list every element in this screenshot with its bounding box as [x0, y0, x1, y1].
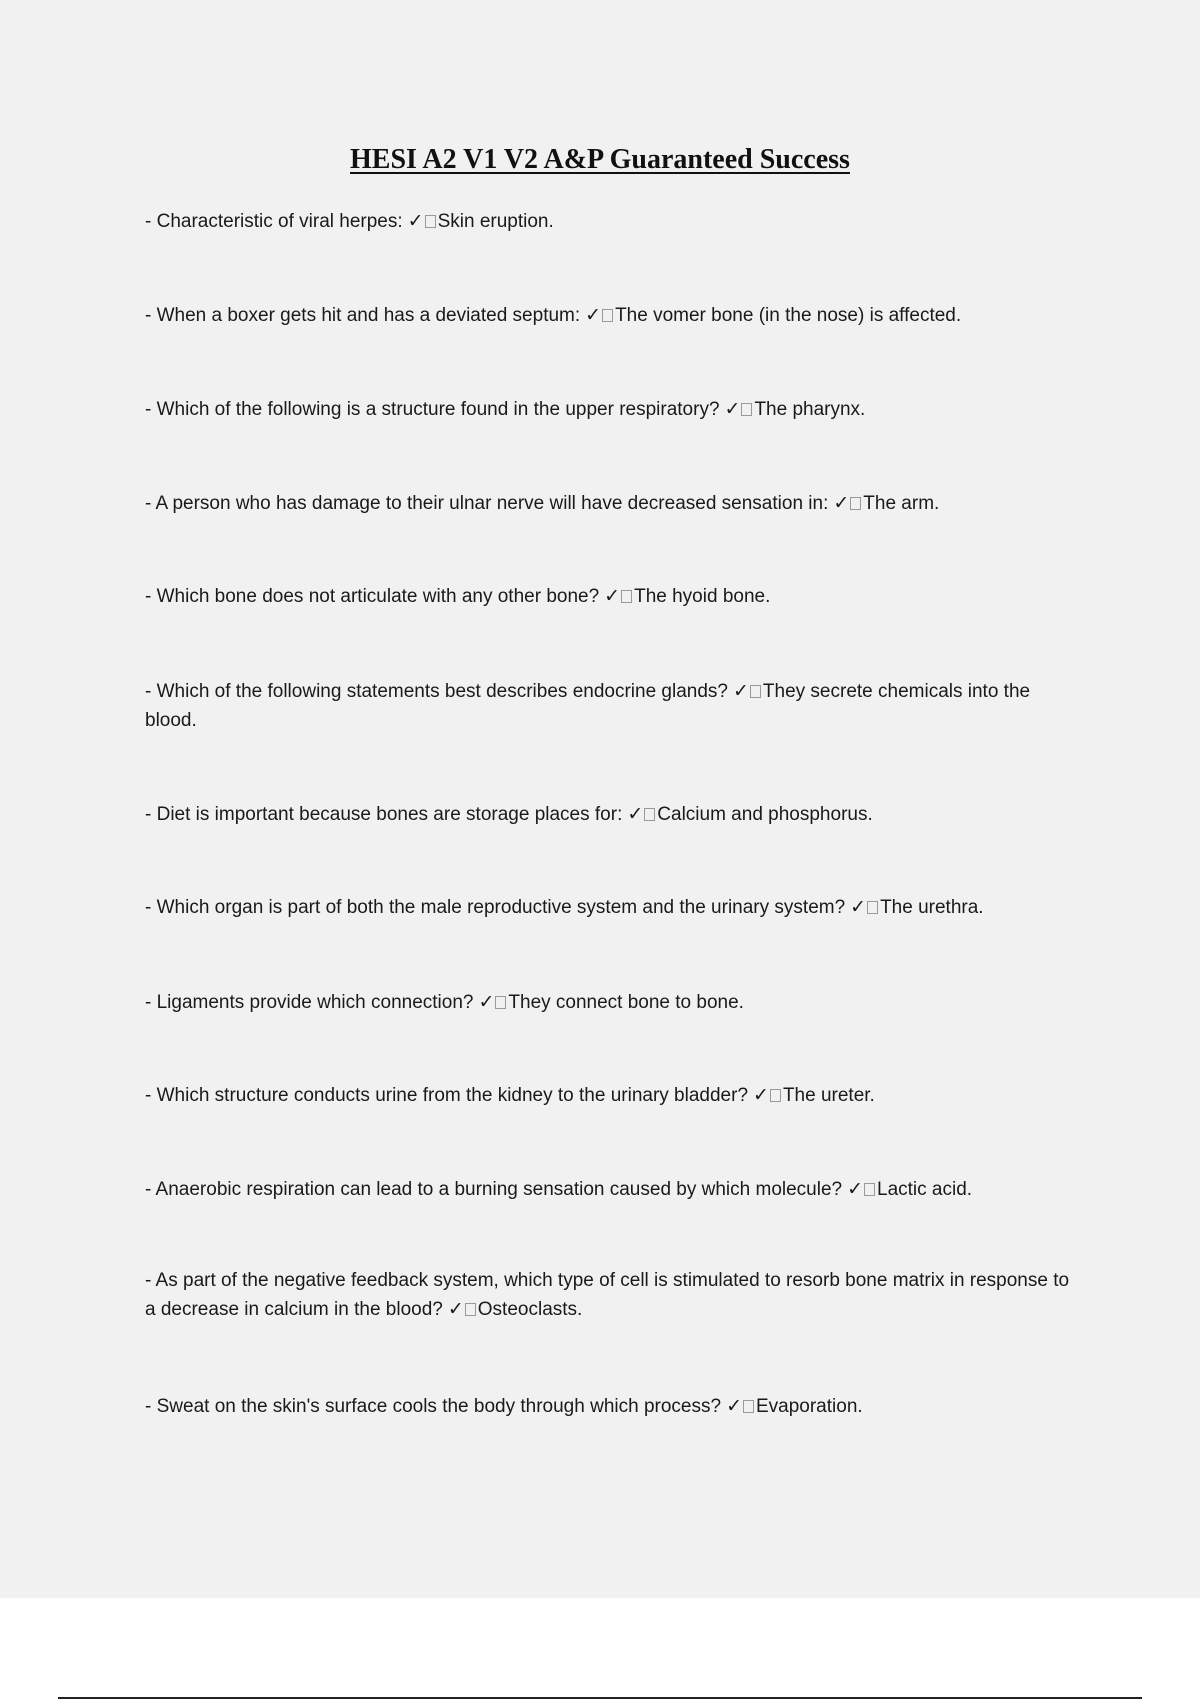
missing-glyph-box-icon	[465, 1303, 476, 1316]
missing-glyph-box-icon	[867, 901, 878, 914]
check-icon: ✓	[478, 991, 495, 1013]
question-text: - Which structure conducts urine from the kidney to the urinary bladder?	[145, 1085, 749, 1106]
qa-item	[145, 677, 1070, 735]
missing-glyph-box-icon	[425, 215, 436, 228]
question-text: - When a boxer gets hit and has a deviated septum:	[145, 305, 581, 326]
question-text: - Sweat on the skin's surface cools the body through which process?	[145, 1396, 722, 1417]
question-text: - Characteristic of viral herpes:	[145, 211, 403, 232]
qa-item	[145, 800, 1070, 829]
qa-item	[145, 207, 1070, 236]
check-icon: ✓	[585, 304, 602, 326]
question-text: - Which of the following is a structure found in the upper respiratory?	[145, 399, 720, 420]
missing-glyph-box-icon	[602, 309, 613, 322]
check-icon: ✓	[726, 1395, 742, 1417]
answer-text: The arm.	[863, 493, 940, 514]
qa-item	[145, 1175, 1070, 1204]
check-icon: ✓	[724, 398, 741, 420]
qa-item	[145, 582, 1070, 611]
missing-glyph-box-icon	[495, 996, 506, 1009]
answer-text: The ureter.	[782, 1085, 875, 1106]
answer-text: Evaporation.	[755, 1396, 863, 1417]
check-icon: ✓	[753, 1084, 769, 1106]
qa-item	[145, 893, 1070, 922]
qa-item	[145, 301, 1070, 330]
question-text: - Which bone does not articulate with any other bone?	[145, 586, 600, 607]
missing-glyph-box-icon	[644, 808, 655, 821]
missing-glyph-box-icon	[743, 1400, 754, 1413]
question-text: - As part of the negative feedback system, which type of cell is stimulated to resorb bone matrix in response to a decrease in calcium in the blood?	[145, 1270, 1070, 1320]
qa-item	[145, 1266, 1070, 1324]
qa-item	[145, 1081, 1070, 1110]
question-text: - Anaerobic respiration can lead to a burning sensation caused by which molecule?	[145, 1179, 843, 1200]
answer-text: Calcium and phosphorus.	[657, 804, 873, 825]
missing-glyph-box-icon	[741, 403, 752, 416]
answer-text: The pharynx.	[754, 399, 866, 420]
check-icon: ✓	[732, 680, 749, 702]
check-icon: ✓	[407, 210, 424, 232]
qa-item	[145, 395, 1070, 424]
answer-text: Lactic acid.	[877, 1179, 973, 1200]
qa-item	[145, 1392, 1070, 1421]
missing-glyph-box-icon	[750, 685, 761, 698]
answer-text: Osteoclasts.	[477, 1299, 583, 1320]
question-text: - Which of the following statements best describes endocrine glands?	[145, 681, 728, 702]
check-icon: ✓	[833, 492, 850, 514]
answer-text: They connect bone to bone.	[508, 992, 744, 1013]
qa-item	[145, 988, 1070, 1017]
missing-glyph-box-icon	[770, 1089, 781, 1102]
question-text: - Diet is important because bones are storage places for:	[145, 804, 623, 825]
footer-divider	[58, 1697, 1142, 1699]
document-title	[0, 142, 1200, 178]
question-text: - Which organ is part of both the male reproductive system and the urinary system?	[145, 897, 846, 918]
check-icon: ✓	[447, 1298, 464, 1320]
missing-glyph-box-icon	[850, 497, 861, 510]
answer-text: They secrete chemicals into the blood.	[145, 681, 1031, 731]
answer-text: The hyoid bone.	[634, 586, 771, 607]
document-title-text: HESI A2 V1 V2 A&P Guaranteed Success	[350, 144, 850, 175]
answer-text: Skin eruption.	[437, 211, 554, 232]
answer-text: The urethra.	[880, 897, 984, 918]
check-icon: ✓	[847, 1178, 864, 1200]
missing-glyph-box-icon	[864, 1183, 875, 1196]
question-text: - Ligaments provide which connection?	[145, 992, 474, 1013]
answer-text: The vomer bone (in the nose) is affected.	[615, 305, 962, 326]
missing-glyph-box-icon	[621, 590, 632, 603]
question-text: - A person who has damage to their ulnar nerve will have decreased sensation in:	[145, 493, 829, 514]
check-icon: ✓	[850, 896, 867, 918]
check-icon: ✓	[604, 585, 621, 607]
check-icon: ✓	[627, 803, 644, 825]
qa-item	[145, 489, 1070, 518]
